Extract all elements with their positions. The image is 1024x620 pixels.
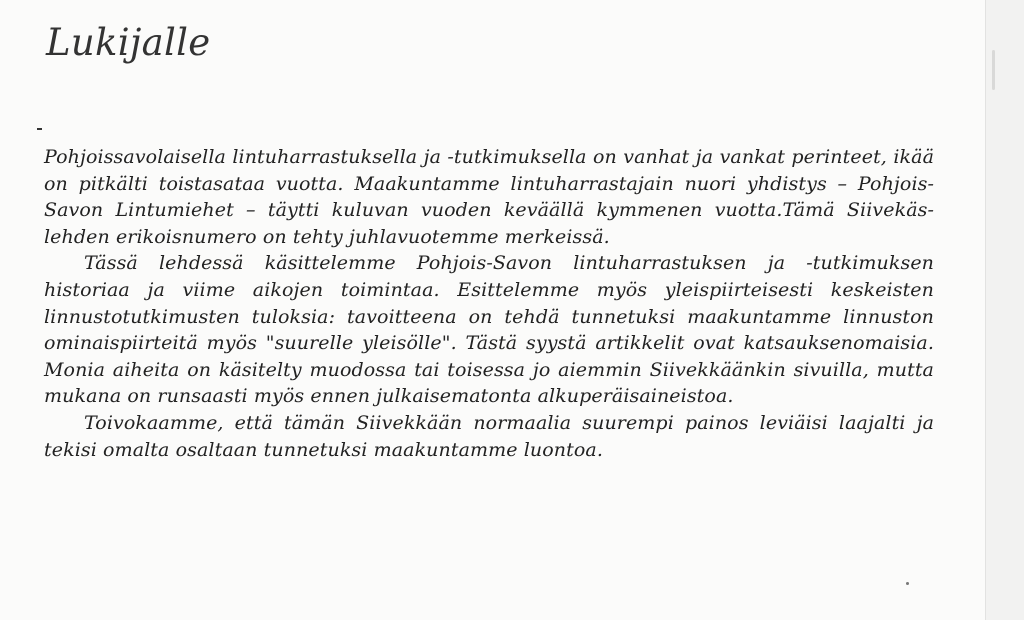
paragraph-2: Tässä lehdessä käsittelemme Pohjois-Savon lintuharrastuksen ja -tutkimuksen historiaa ja viime aikojen toimintaa. Esittelemme myös yleispiirteisesti keskeisten linnustotutkimusten tuloksia: tavoitteena on tehdä tunnetuksi maakuntamme linnuston ominaispiirteitä myös "suurelle yleisölle". Tästä syystä artikkelit ovat katsauksenomaisia. Monia aiheita on käsitelty muodossa tai toisessa jo aiemmin Siivekkäänkin sivuilla, mutta mukana on runsaasti myös ennen julkaisematonta alkuperäisaineistoa. (44, 252, 934, 408)
scan-mark (992, 50, 995, 90)
page-title: Lukijalle (46, 21, 211, 64)
scan-speck (906, 582, 909, 585)
paragraph-1: Pohjoissavolaisella lintuharrastuksella ja -tutkimuksella on vanhat ja vankat perinteet, ikää on pitkälti toistasataa vuotta. Maakuntamme lintuharrastajain nuori yhdistys – Pohjois-Savon Lintumiehet – täytti kuluvan vuoden keväällä kymmenen vuotta.Tämä Siivekäs-lehden erikoisnumero on tehty juhlavuotemme merkeissä. (44, 146, 934, 248)
article-body (44, 144, 934, 463)
paragraph-3: Toivokaamme, että tämän Siivekkään normaalia suurempi painos leviäisi laajalti ja tekisi omalta osaltaan tunnetuksi maakuntamme luontoa. (44, 411, 934, 461)
stray-mark (37, 128, 42, 130)
page-edge-margin (985, 0, 1024, 620)
